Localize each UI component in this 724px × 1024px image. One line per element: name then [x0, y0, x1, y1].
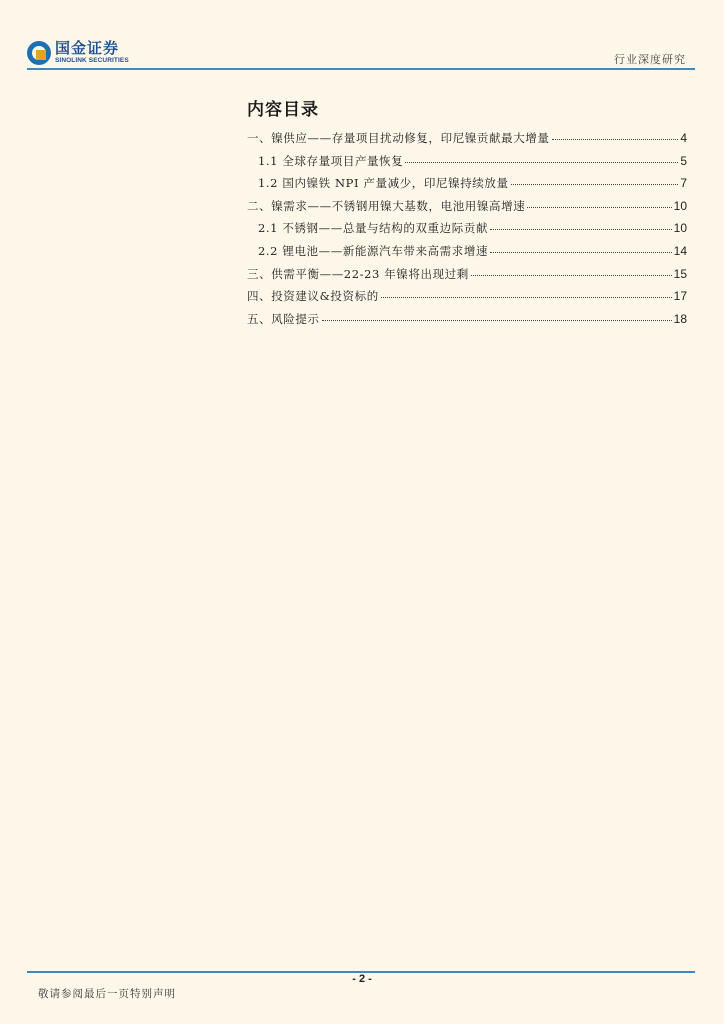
toc-leader-dots — [405, 162, 678, 163]
toc-entry-page: 5 — [680, 153, 687, 168]
toc-entry[interactable] — [247, 243, 687, 266]
toc-entry[interactable] — [247, 198, 687, 221]
company-logo — [27, 41, 129, 65]
toc-leader-dots — [527, 207, 671, 208]
toc-leader-dots — [471, 275, 672, 276]
toc-entry-label: 2.1 不锈钢——总量与结构的双重边际贡献 — [258, 221, 489, 236]
toc-entry[interactable] — [247, 175, 687, 198]
toc-entry-label: 2.2 锂电池——新能源汽车带来高需求增速 — [258, 243, 489, 258]
toc-leader-dots — [322, 320, 672, 321]
toc-entry-label: 三、供需平衡——22-23 年镍将出现过剩 — [247, 266, 469, 281]
toc-leader-dots — [552, 139, 679, 140]
toc-entry-page: 4 — [680, 131, 687, 145]
disclaimer-note: 敬请参阅最后一页特别声明 — [38, 988, 176, 1000]
toc-entry[interactable] — [247, 130, 687, 153]
header-divider — [27, 68, 695, 70]
toc-leader-dots — [490, 229, 672, 230]
toc-entry[interactable] — [247, 288, 687, 311]
toc-entry-page: 10 — [673, 221, 687, 236]
toc-entry-page: 17 — [673, 289, 687, 304]
toc-entry[interactable] — [247, 153, 687, 176]
toc-entry-label: 1.2 国内镍铁 NPI 产量减少，印尼镍持续放量 — [258, 176, 509, 191]
toc-leader-dots — [381, 297, 672, 298]
toc-entry[interactable] — [247, 311, 687, 334]
toc-entry-label: 1.1 全球存量项目产量恢复 — [258, 153, 404, 168]
toc-entry-page: 10 — [673, 198, 687, 213]
toc-entry-page: 15 — [673, 266, 687, 281]
toc-leader-dots — [490, 252, 672, 253]
page-number: - 2 - — [352, 973, 372, 985]
toc-entry-page: 7 — [680, 176, 687, 191]
toc-entry-label: 四、投资建议&投资标的 — [247, 289, 379, 304]
toc-title: 内容目录 — [247, 100, 319, 120]
toc-entry-label: 五、风险提示 — [247, 311, 320, 326]
toc-entry-page: 14 — [673, 243, 687, 258]
toc-entry-label: 一、镍供应——存量项目扰动修复，印尼镍贡献最大增量 — [247, 131, 550, 145]
toc-entry-page: 18 — [673, 311, 687, 326]
table-of-contents — [247, 95, 687, 333]
toc-entry[interactable] — [247, 266, 687, 289]
report-type-label: 行业深度研究 — [614, 53, 686, 66]
toc-leader-dots — [511, 184, 679, 185]
logo-english-name: SINOLINK SECURITIES — [55, 57, 129, 65]
toc-entry-label: 二、镍需求——不锈钢用镍大基数，电池用镍高增速 — [247, 198, 526, 213]
logo-mark-icon — [27, 41, 51, 65]
toc-entry[interactable] — [247, 220, 687, 243]
logo-chinese-name: 国金证券 — [55, 39, 120, 58]
page-header — [0, 0, 724, 72]
